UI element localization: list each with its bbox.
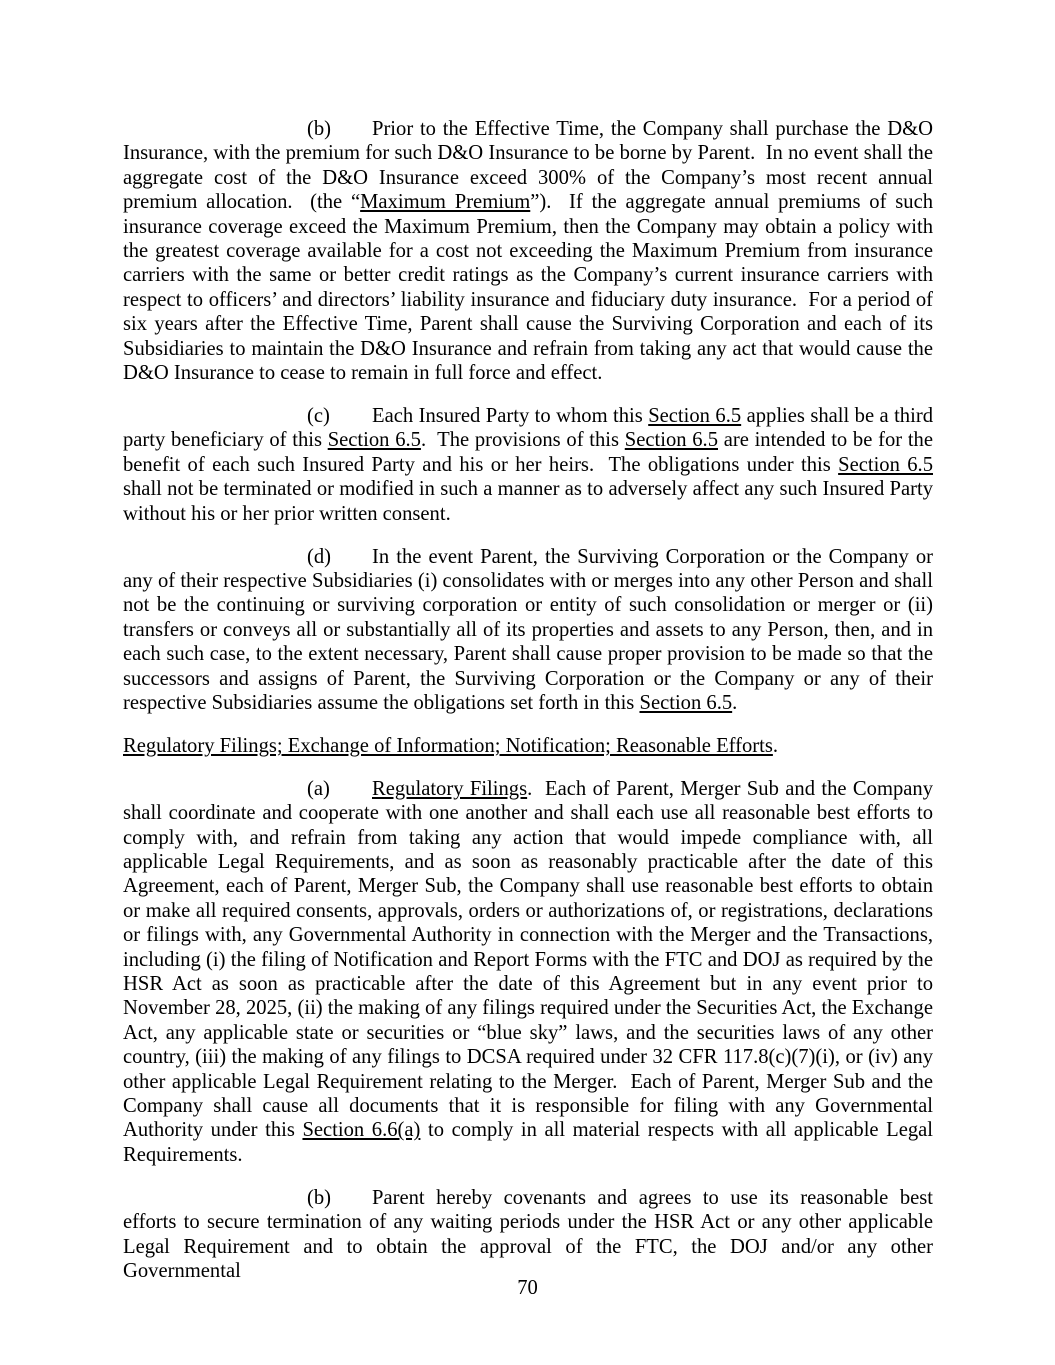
- heading-period: .: [772, 734, 779, 757]
- paragraph-label: (d): [307, 545, 332, 568]
- text-run: . The provisions of this: [420, 429, 625, 452]
- section-reference: Section 6.6(a): [302, 1119, 421, 1142]
- section-reference: Section 6.5: [327, 429, 421, 452]
- document-body: [123, 117, 939, 1283]
- text-run: applies shall be a third party beneficiary of this: [123, 404, 939, 452]
- paragraph-c-insured-party: [123, 404, 939, 526]
- paragraph-b-hsr-covenant: [123, 1186, 939, 1284]
- text-run: In the event Parent, the Surviving Corporation or the Company or any of their respective Subsidiaries (i) consolidates with or merges into any other Person and shall not be the continuing or surviving corporation or entity of such consolidation or merger or (ii) transfers or conveys all or substantially all of its properties and assets to any Person, then, and in each such case, to the extent necessary, Parent shall cause proper provision to be made so that the successors and assigns of Parent, the Surviving Corporation or the Company or any of their respective Subsidiaries assume the obligations set forth in this: [123, 545, 939, 714]
- section-reference: Section 6.5: [624, 429, 718, 452]
- text-run: are intended to be for the benefit of each such Insured Party and his or her heirs. The obligations under this: [123, 429, 939, 476]
- text-run: to comply in all material respects with all applicable Legal Requirements.: [123, 1119, 939, 1166]
- paragraph-b-dno-insurance: [123, 117, 939, 385]
- paragraph-label: (b): [307, 118, 332, 140]
- paragraph-label: (c): [307, 404, 330, 427]
- text-run: shall not be terminated or modified in such a manner as to adversely affect any such Insured Party without his or her prior written consent.: [123, 453, 939, 525]
- text-run: ”). If the aggregate annual premiums of such insurance coverage exceed the Maximum Premium, then the Company may obtain a policy with the greatest coverage available for a cost not exceeding the Maximum Premium from insurance carriers with the same or better credit ratings as the Company’s current insurance carriers with respect to officers’ and directors’ liability insurance and fiduciary duty insurance. For a period of six years after the Effective Time, Parent shall cause the Surviving Corporation and each of its Subsidiaries to maintain the D&O Insurance and refrain from taking any act that would cause the D&O Insurance to cease to remain in full force and effect.: [123, 191, 939, 385]
- paragraph-a-regulatory-filings: [123, 777, 939, 1168]
- section-reference: Section 6.5: [648, 404, 742, 427]
- text-run: . Each of Parent, Merger Sub and the Company shall coordinate and cooperate with one another and shall each use all reasonable best efforts to comply with, and refrain from taking any action that would impede compliance with, all applicable Legal Requirements, and as soon as reasonably practicable after the date of this Agreement, each of Parent, Merger Sub, the Company shall use reasonable best efforts to obtain or make all required consents, approvals, orders or authorizations of, or registrations, declarations or filings with, any Governmental Authority in connection with the Merger and the Transactions, including (i) the filing of Notification and Report Forms with the FTC and DOJ as required by the HSR Act as soon as practicable after the date of this Agreement but in any event prior to November 28, 2025, (ii) the making of any filings required under the Securities Act, the Exchange Act, any applicable state or securities or “blue sky” laws, and the securities laws of any other country, (iii) the making of any filings to DCSA required under 32 CFR 117.8(c)(7)(i), or (iv) any other applicable Legal Requirement relating to the Merger. Each of Parent, Merger Sub and the Company shall cause all documents that it is responsible for filing with any Governmental Authority under this: [123, 777, 939, 1142]
- defined-term-maximum-premium: Maximum Premium: [360, 191, 531, 214]
- section-reference: Section 6.5: [838, 453, 933, 476]
- page-number: 70: [517, 1277, 538, 1299]
- text-run: Parent hereby covenants and agrees to use its reasonable best efforts to secure termination of any waiting periods under the HSR Act or any other applicable Legal Requirement and to obtain the approval of the FTC, the DOJ and/or any other Governmental: [123, 1186, 939, 1282]
- paragraph-label: (a): [307, 777, 330, 800]
- text-run: Each Insured Party to whom this: [372, 404, 649, 427]
- paragraph-label: (b): [307, 1186, 332, 1209]
- section-heading-regulatory-filings: [123, 734, 933, 758]
- text-run: .: [732, 691, 738, 714]
- text-run: Prior to the Effective Time, the Company shall purchase the D&O Insurance, with the premium for such D&O Insurance to be borne by Parent. In no event shall the aggregate cost of the D&O Insurance exceed 300% of the Company’s most recent annual premium allocation. (the “: [123, 118, 939, 214]
- paragraph-d-successors: [123, 545, 939, 716]
- heading-text: Regulatory Filings; Exchange of Information; Notification; Reasonable Efforts: [123, 734, 773, 757]
- subheading-regulatory-filings: Regulatory Filings: [372, 777, 528, 800]
- section-reference: Section 6.5: [639, 691, 733, 714]
